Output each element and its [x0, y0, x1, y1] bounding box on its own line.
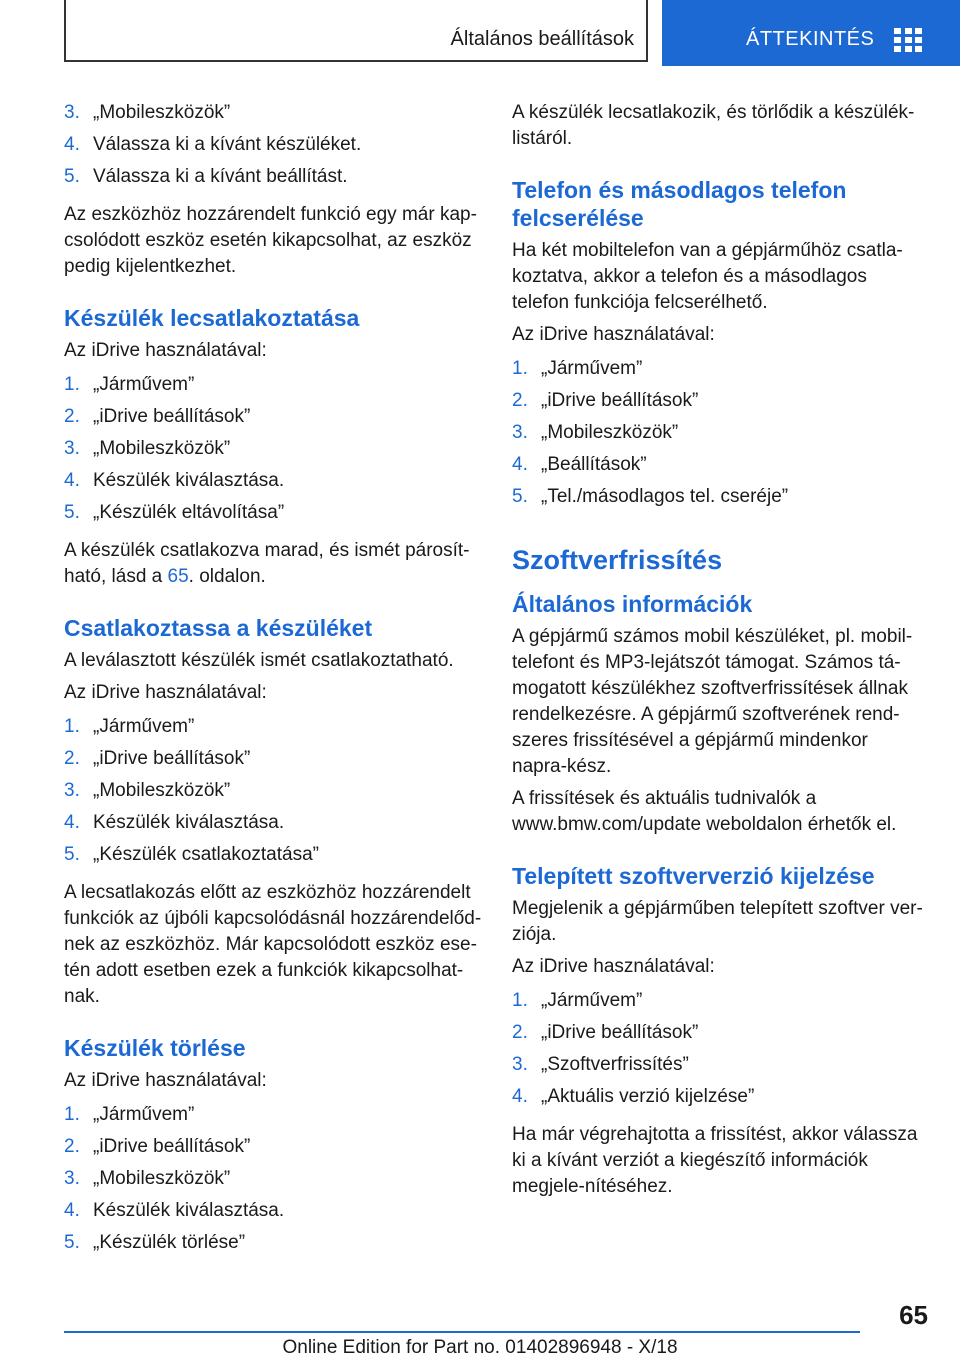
- step-number: 4.: [64, 1200, 80, 1221]
- list-item: [64, 1230, 484, 1262]
- step-number: 5.: [64, 502, 80, 523]
- step-number: 2.: [64, 1136, 80, 1157]
- step-text: „Járművem”: [541, 358, 643, 379]
- list-item: [64, 1102, 484, 1134]
- list-item: [64, 810, 484, 842]
- step-text: „Járművem”: [93, 1104, 195, 1125]
- page-link[interactable]: 65: [167, 566, 189, 587]
- heading-software: Szoftverfrissítés: [512, 545, 723, 575]
- paragraph: Az eszközhöz hozzárendelt funkció egy már kap-csolódott eszköz esetén kikapcsolhat, az eszköz pedig kijelentkezhet.: [64, 204, 477, 277]
- list-item: [512, 1084, 928, 1116]
- steps-list: [512, 988, 928, 1116]
- list-item: [512, 484, 928, 516]
- paragraph: A gépjármű számos mobil készüléket, pl. mobil-telefont és MP3-lejátszót támogat. Számos tá-mogatott készülékhez szoftverfrissítések állnak rendelkezésre. A gépjármű szoftverének rend-szeres frissítésével a gépjármű mindenkor napra-kész.: [512, 626, 913, 777]
- step-text: Válassza ki a kívánt készüléket.: [93, 134, 362, 155]
- footer-divider: [64, 1331, 860, 1333]
- paragraph: Ha két mobiltelefon van a gépjárműhöz csatla-koztatva, akkor a telefon és a másodlagos telefon funkciója felcserélhető.: [512, 240, 903, 313]
- step-text: Készülék kiválasztása.: [93, 470, 285, 491]
- heading-disconnect: Készülék lecsatlakoztatása: [64, 305, 360, 331]
- list-item: [64, 1166, 484, 1198]
- section-tab[interactable]: [64, 0, 648, 62]
- heading-version: Telepített szoftververzió kijelzése: [512, 863, 875, 889]
- step-number: 3.: [64, 1168, 80, 1189]
- step-number: 4.: [64, 134, 80, 155]
- list-item: [512, 452, 928, 484]
- list-item: [64, 372, 484, 404]
- step-number: 2.: [512, 390, 528, 411]
- intro-text: Az iDrive használatával:: [512, 324, 715, 345]
- step-number: 4.: [64, 812, 80, 833]
- step-text: „Mobileszközök”: [93, 438, 231, 459]
- steps-list: [64, 372, 484, 532]
- step-text: „iDrive beállítások”: [93, 406, 251, 427]
- list-item: [512, 388, 928, 420]
- steps-list: [64, 714, 484, 874]
- step-number: 1.: [64, 1104, 80, 1125]
- paragraph: A lecsatlakozás előtt az eszközhöz hozzárendelt funkciók az újbóli kapcsolódásnál hozzárendelőd-nek az eszközhöz. Már kapcsolódott eszköz ese-tén adott esetben ezek a funkciók kikapcsolhat-nak.: [64, 882, 482, 1007]
- list-item: [512, 1020, 928, 1052]
- step-text: „Szoftverfrissítés”: [541, 1054, 689, 1075]
- step-text: „Mobileszközök”: [93, 780, 231, 801]
- step-text: „iDrive beállítások”: [93, 748, 251, 769]
- grid-icon[interactable]: [894, 28, 922, 52]
- list-item: [512, 1052, 928, 1084]
- heading-connect: Csatlakoztassa a készüléket: [64, 615, 373, 641]
- chapter-tab[interactable]: [662, 0, 960, 66]
- step-text: Készülék kiválasztása.: [93, 1200, 285, 1221]
- list-item: [64, 404, 484, 436]
- step-text: „iDrive beállítások”: [93, 1136, 251, 1157]
- intro-text: Az iDrive használatával:: [64, 1070, 267, 1091]
- page-header: [0, 0, 960, 66]
- list-item: [64, 132, 484, 164]
- step-text: „Mobileszközök”: [541, 422, 679, 443]
- list-item: [512, 420, 928, 452]
- step-number: 5.: [64, 166, 80, 187]
- step-text: „Készülék törlése”: [93, 1232, 246, 1253]
- section-title: Általános beállítások: [450, 28, 634, 50]
- paragraph: Ha már végrehajtotta a frissítést, akkor válassza ki a kívánt verziót a kiegészítő információk megjele-nítéséhez.: [512, 1124, 918, 1197]
- step-number: 5.: [512, 486, 528, 507]
- intro-text: Az iDrive használatával:: [64, 340, 267, 361]
- step-number: 5.: [64, 844, 80, 865]
- step-number: 3.: [512, 422, 528, 443]
- list-item: [64, 778, 484, 810]
- intro-text: Az iDrive használatával:: [512, 956, 715, 977]
- step-text: „Járművem”: [93, 716, 195, 737]
- heading-swap: Telefon és másodlagos telefon felcserélése: [512, 177, 847, 231]
- list-item: [64, 468, 484, 500]
- paragraph: A leválasztott készülék ismét csatlakoztatható.: [64, 650, 454, 671]
- steps-list: [64, 1102, 484, 1262]
- step-text: „Készülék eltávolítása”: [93, 502, 285, 523]
- paragraph: [64, 538, 484, 590]
- step-text: „iDrive beállítások”: [541, 1022, 699, 1043]
- step-text: „Mobileszközök”: [93, 1168, 231, 1189]
- chapter-title: ÁTTEKINTÉS: [746, 28, 875, 50]
- paragraph: Megjelenik a gépjárműben telepített szoftver ver-ziója.: [512, 898, 923, 945]
- paragraph: A készülék lecsatlakozik, és törlődik a készülék-listáról.: [512, 102, 915, 149]
- list-item: [64, 1198, 484, 1230]
- steps-list: [512, 356, 928, 516]
- list-item: [512, 356, 928, 388]
- step-text: „Beállítások”: [541, 454, 647, 475]
- step-text: „Tel./másodlagos tel. cseréje”: [541, 486, 789, 507]
- step-text: „Aktuális verzió kijelzése”: [541, 1086, 755, 1107]
- step-number: 1.: [64, 716, 80, 737]
- left-column: [64, 100, 484, 1268]
- list-item: [512, 988, 928, 1020]
- list-item: [64, 436, 484, 468]
- step-text: „Járművem”: [93, 374, 195, 395]
- heading-delete: Készülék törlése: [64, 1035, 246, 1061]
- step-number: 3.: [64, 780, 80, 801]
- page-number: 65: [899, 1300, 928, 1330]
- step-number: 1.: [512, 990, 528, 1011]
- right-column: [512, 100, 928, 1206]
- list-item: [64, 714, 484, 746]
- step-number: 5.: [64, 1232, 80, 1253]
- step-text: Válassza ki a kívánt beállítást.: [93, 166, 348, 187]
- step-number: 4.: [512, 1086, 528, 1107]
- step-number: 2.: [64, 406, 80, 427]
- note-text: . oldalon.: [188, 566, 266, 587]
- list-item: [64, 164, 484, 196]
- step-number: 4.: [64, 470, 80, 491]
- list-item: [64, 842, 484, 874]
- step-number: 2.: [64, 748, 80, 769]
- intro-text: Az iDrive használatával:: [64, 682, 267, 703]
- list-item: [64, 1134, 484, 1166]
- steps-list: [64, 100, 484, 196]
- list-item: [64, 500, 484, 532]
- list-item: [64, 746, 484, 778]
- step-text: „Mobileszközök”: [93, 102, 231, 123]
- list-item: [64, 100, 484, 132]
- step-text: „Járművem”: [541, 990, 643, 1011]
- paragraph: A frissítések és aktuális tudnivalók a www.bmw.com/update weboldalon érhetők el.: [512, 788, 897, 835]
- edition-text: Online Edition for Part no. 01402896948 - X/18: [282, 1337, 678, 1358]
- note-text: A készülék csatlakozva marad, és ismét párosít-ható, lásd a: [64, 540, 470, 587]
- step-number: 3.: [64, 102, 80, 123]
- step-number: 3.: [64, 438, 80, 459]
- step-number: 3.: [512, 1054, 528, 1075]
- step-number: 4.: [512, 454, 528, 475]
- step-number: 1.: [512, 358, 528, 379]
- step-text: Készülék kiválasztása.: [93, 812, 285, 833]
- step-text: „Készülék csatlakoztatása”: [93, 844, 319, 865]
- step-number: 1.: [64, 374, 80, 395]
- heading-general: Általános információk: [512, 591, 753, 617]
- step-text: „iDrive beállítások”: [541, 390, 699, 411]
- step-number: 2.: [512, 1022, 528, 1043]
